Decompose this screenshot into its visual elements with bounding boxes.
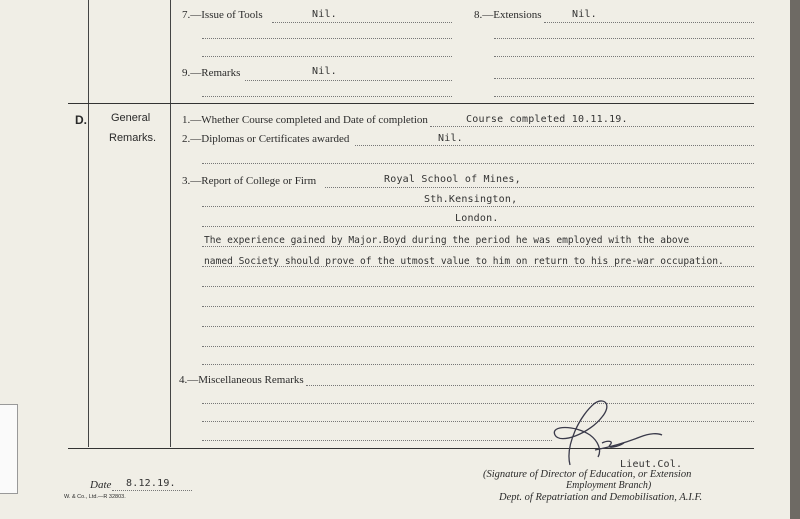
report-line-4: The experience gained by Major.Boyd during the period he was employed with the above bbox=[204, 235, 690, 246]
dotted-line bbox=[245, 80, 452, 81]
column-rule-left bbox=[88, 0, 89, 447]
dotted-line bbox=[430, 126, 754, 127]
issue-of-tools-value: Nil. bbox=[312, 9, 337, 20]
dotted-line bbox=[202, 206, 754, 207]
column-rule-middle bbox=[170, 0, 171, 447]
department-line: Dept. of Repatriation and Demobilisation, A.I.F. bbox=[499, 492, 703, 503]
dotted-line bbox=[494, 78, 754, 79]
section-divider bbox=[68, 103, 754, 104]
report-line-5: named Society should prove of the utmost value to him on return to his pre-war occupation. bbox=[204, 256, 724, 267]
part-tab-label bbox=[0, 428, 2, 464]
printer-imprint: W. & Co., Ltd.—R 32803. bbox=[64, 494, 126, 500]
dotted-line bbox=[355, 145, 754, 146]
extensions-label: 8.—Extensions bbox=[474, 9, 542, 21]
remarks-label: 9.—Remarks bbox=[182, 67, 241, 79]
dotted-line bbox=[202, 246, 754, 247]
general-remarks-heading-1: General bbox=[111, 112, 151, 124]
diplomas-value: Nil. bbox=[438, 133, 463, 144]
dotted-line bbox=[494, 38, 754, 39]
dotted-line bbox=[202, 286, 754, 287]
report-label: 3.—Report of College or Firm bbox=[182, 175, 317, 187]
part-tab bbox=[0, 404, 18, 494]
dotted-line bbox=[202, 440, 552, 441]
dotted-line bbox=[202, 346, 754, 347]
dotted-line bbox=[544, 22, 754, 23]
diplomas-label: 2.—Diplomas or Certificates awarded bbox=[182, 133, 350, 145]
report-line-2: Sth.Kensington, bbox=[424, 194, 518, 205]
signature-caption-2: Employment Branch) bbox=[566, 480, 652, 491]
dotted-line bbox=[202, 326, 754, 327]
section-letter: D. bbox=[75, 113, 87, 127]
misc-remarks-label: 4.—Miscellaneous Remarks bbox=[179, 374, 304, 386]
dotted-line bbox=[494, 96, 754, 97]
date-label: Date bbox=[90, 479, 112, 491]
signature-caption: (Signature of Director of Education, or Extension bbox=[483, 469, 692, 480]
course-completed-label: 1.—Whether Course completed and Date of completion bbox=[182, 114, 428, 126]
dotted-line bbox=[306, 385, 754, 386]
dotted-line bbox=[202, 96, 452, 97]
general-remarks-heading-2: Remarks. bbox=[109, 132, 157, 144]
dotted-line bbox=[202, 56, 452, 57]
dotted-line bbox=[202, 364, 754, 365]
dotted-line bbox=[112, 490, 192, 491]
dotted-line bbox=[202, 38, 452, 39]
dotted-line bbox=[494, 56, 754, 57]
dotted-line bbox=[202, 226, 754, 227]
rank-value: Lieut.Col. bbox=[620, 459, 683, 470]
dotted-line bbox=[272, 22, 452, 23]
dotted-line bbox=[202, 306, 754, 307]
issue-of-tools-label: 7.—Issue of Tools bbox=[182, 9, 263, 21]
course-completed-value: Course completed 10.11.19. bbox=[466, 114, 628, 125]
date-value: 8.12.19. bbox=[126, 478, 176, 489]
extensions-value: Nil. bbox=[572, 9, 597, 20]
report-line-1: Royal School of Mines, bbox=[384, 174, 521, 185]
dotted-line bbox=[202, 163, 754, 164]
remarks-value: Nil. bbox=[312, 66, 337, 77]
dotted-line bbox=[325, 187, 754, 188]
report-line-3: London. bbox=[455, 213, 499, 224]
